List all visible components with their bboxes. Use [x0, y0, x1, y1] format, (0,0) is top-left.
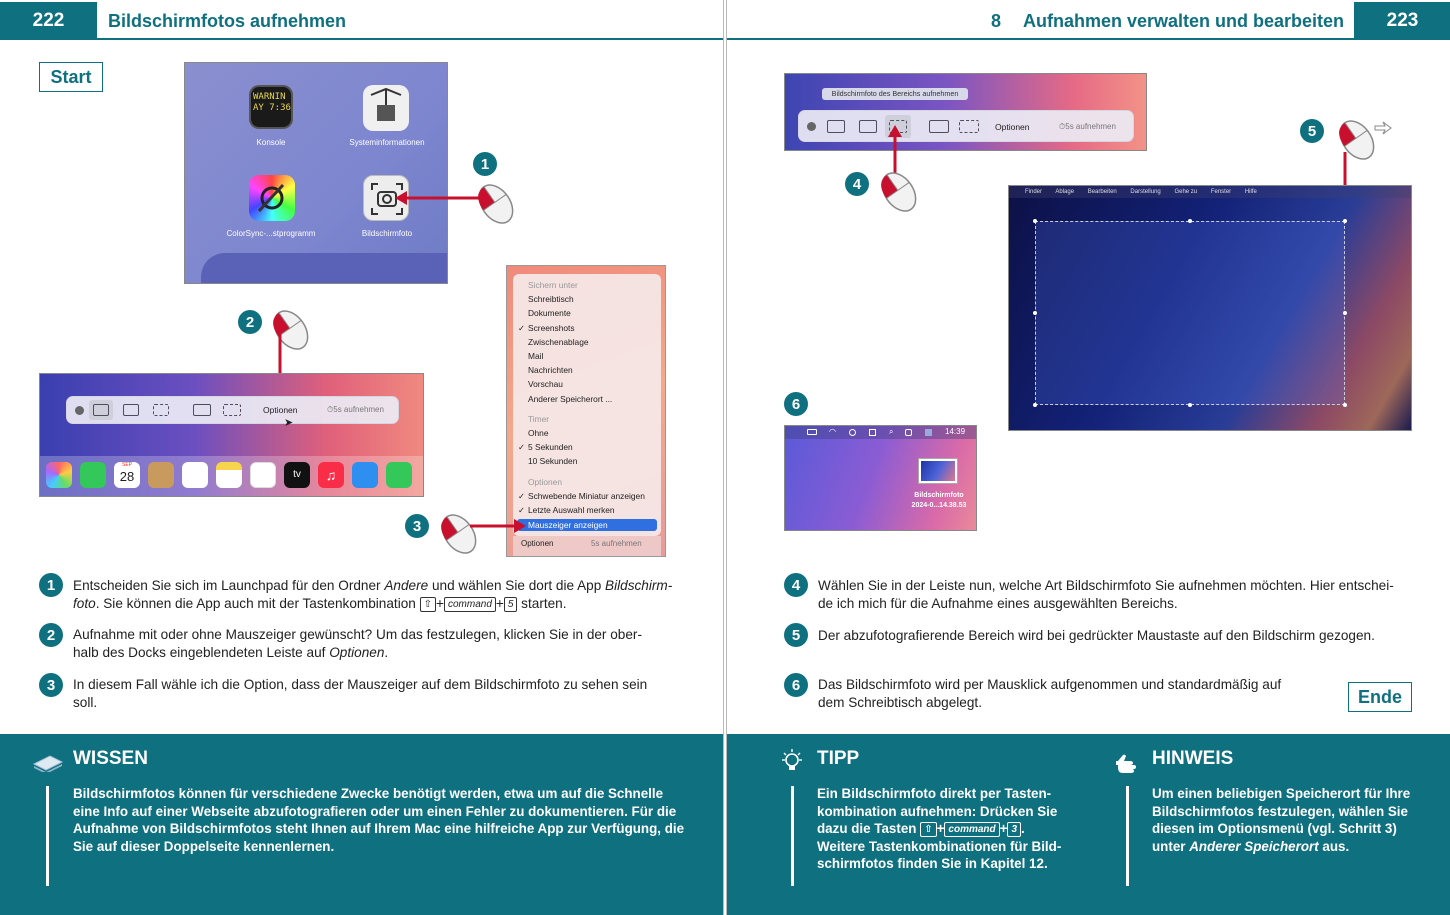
facetime-icon[interactable]	[80, 462, 106, 488]
hinweis-text: Um einen beliebigen Speicherort für Ihre Bildschirmfotos festzulegen, wählen Sie diesen im Optionsmenü (vgl. Schritt 3) unter Anderer Speicherort aus.	[1152, 786, 1411, 854]
step-6-marker: 6	[784, 392, 808, 416]
capture-button[interactable]: ⏱5s aufnehmen	[327, 405, 384, 414]
record-selection-icon[interactable]	[959, 120, 979, 133]
step-2-marker: 2	[238, 310, 262, 334]
book-icon	[32, 752, 64, 772]
options-button[interactable]: Optionen	[263, 405, 298, 415]
menu-item[interactable]: Vorschau	[528, 379, 563, 390]
user-icon	[849, 429, 856, 436]
step-3-marker: 3	[405, 514, 429, 538]
step-6-badge: 6	[784, 673, 808, 697]
record-screen-icon[interactable]	[193, 404, 211, 416]
search-icon: ⌕	[889, 427, 894, 436]
screenshot-toolbar-right	[798, 110, 1134, 142]
menu-item-label: Letzte Auswahl merken	[528, 505, 615, 515]
check-icon: ✓	[518, 505, 526, 515]
music-icon[interactable]: ♫	[318, 462, 344, 488]
systeminformationen-label: Systeminformationen	[349, 138, 425, 147]
menu-item[interactable]: Ohne	[528, 428, 549, 438]
shift-key: ⇧	[420, 597, 436, 612]
step-1-marker: 1	[473, 152, 497, 176]
pointer-arrow-3	[470, 516, 526, 536]
screenshot-toolbar	[66, 396, 399, 424]
freeform-icon[interactable]	[250, 462, 276, 488]
close-icon[interactable]	[807, 122, 816, 131]
options-footer-button[interactable]: Optionen	[521, 539, 554, 548]
end-label: Ende	[1348, 682, 1412, 712]
command-key: command	[444, 597, 496, 612]
reminders-icon[interactable]	[182, 462, 208, 488]
check-icon: ✓	[518, 490, 526, 501]
step-3-badge: 3	[39, 673, 63, 697]
tooltip: Bildschirmfoto des Bereichs aufnehmen	[822, 88, 968, 100]
capture-button[interactable]: ⏱5s aufnehmen	[1059, 122, 1116, 131]
lightbulb-icon	[780, 749, 804, 775]
start-label: Start	[39, 62, 103, 92]
wifi-icon: ◠	[829, 427, 836, 436]
colorsync-label: ColorSync-...stprogramm	[226, 229, 316, 238]
step-5-badge: 5	[784, 623, 808, 647]
desktop-selection-screenshot	[1008, 185, 1412, 431]
page-number-left: 222	[0, 2, 97, 40]
menu-item[interactable]	[517, 491, 657, 501]
konsole-app-icon: WARNIN AY 7:36	[249, 85, 293, 129]
command-key: command	[944, 822, 999, 837]
colorsync-app-icon	[249, 175, 295, 221]
step-1-badge: 1	[39, 573, 63, 597]
cursor-icon: ➤	[284, 417, 294, 429]
check-icon: ✓	[518, 442, 526, 453]
desktop-file-screenshot	[784, 425, 977, 531]
menu-item: Sichern unter	[528, 280, 578, 290]
capture-window-icon[interactable]	[123, 404, 139, 416]
right-page	[726, 0, 1450, 915]
options-menu-screenshot	[506, 265, 666, 557]
left-page	[0, 0, 724, 915]
menu-item[interactable]: 10 Sekunden	[528, 456, 578, 467]
wissen-box	[0, 734, 724, 915]
shift-key: ⇧	[920, 822, 936, 837]
menu-item[interactable]: Nachrichten	[528, 365, 573, 376]
menu-item[interactable]: Zwischenablage	[528, 336, 589, 347]
record-selection-icon[interactable]	[223, 404, 241, 416]
tv-icon[interactable]: tv	[284, 462, 310, 488]
clock-text: 14:39	[945, 427, 966, 436]
file-name: Bildschirmfoto	[914, 492, 964, 499]
selection-toolbar-screenshot	[784, 73, 1147, 151]
right-header	[727, 2, 1450, 40]
file-date: 2024-0...14.38.53	[911, 502, 967, 509]
options-footer-capture[interactable]: 5s aufnehmen	[591, 539, 642, 548]
screen-menubar: Finder Ablage Bearbeiten Darstellung Gehe zu Fenster Hilfe	[1009, 186, 1412, 198]
check-icon: ✓	[518, 322, 526, 333]
step-2-text: Aufnahme mit oder ohne Mauszeiger gewünscht? Um das festzulegen, klicken Sie in der ober- halb des Docks eingeblendeten Leiste auf Optionen.	[73, 627, 642, 660]
keynote-icon[interactable]	[352, 462, 378, 488]
page-title-left: Bildschirmfotos aufnehmen	[108, 10, 347, 31]
mouse-icon-4	[873, 168, 925, 216]
pointing-hand-icon	[1115, 752, 1141, 774]
step-4-marker: 4	[845, 172, 869, 196]
step-4-text: Wählen Sie in der Leiste nun, welche Art Bildschirmfoto Sie aufnehmen möchten. Hier entschei- de ich mich für die Aufnahme eines ausgewählten Bereichs.	[818, 578, 1394, 611]
calendar-icon[interactable]: SEP 28	[114, 462, 140, 488]
step-6-text: Das Bildschirmfoto wird per Mausklick aufgenommen und standardmäßig auf dem Schreibtisch abgelegt.	[818, 677, 1282, 710]
screenshot-file-icon[interactable]	[919, 459, 957, 483]
menu-item[interactable]: Schreibtisch	[528, 294, 574, 305]
contacts-icon[interactable]	[148, 462, 174, 488]
display-icon	[869, 429, 876, 436]
close-icon[interactable]	[75, 406, 84, 415]
page-title-right: Aufnahmen verwalten und bearbeiten	[1023, 10, 1345, 31]
battery-icon	[807, 429, 817, 435]
step-1-text: Entscheiden Sie sich im Launchpad für den Ordner Andere und wählen Sie dort die App Bildschirm- foto. Sie können die App auch mit der Tastenkombination ⇧ + command + 5 starten.	[73, 578, 673, 611]
tipp-text: Ein Bildschirmfoto direkt per Tasten- kombination aufnehmen: Drücken Sie dazu die Tasten ⇧ + command + 3 . Weitere Tastenkombinationen für Bild- schirmfotos finden Sie in Kapitel 12.	[817, 786, 1062, 872]
wissen-title: WISSEN	[73, 748, 148, 769]
menu-item[interactable]	[517, 442, 657, 452]
control-center-icon	[905, 429, 912, 436]
dock	[40, 456, 424, 497]
chapter-number: 8	[991, 10, 1002, 31]
menu-item[interactable]	[517, 323, 657, 333]
konsole-label: Konsole	[256, 138, 286, 147]
mouse-icon-1	[470, 180, 522, 228]
tipp-divider	[791, 786, 794, 886]
hinweis-title: HINWEIS	[1152, 748, 1234, 769]
bildschirmfoto-label: Bildschirmfoto	[361, 229, 413, 238]
launchpad-screenshot	[184, 62, 448, 284]
menu-item-label: 5 Sekunden	[528, 442, 573, 453]
menu-item[interactable]: Anderer Speicherort ...	[528, 393, 613, 404]
three-key: 3	[1007, 822, 1021, 837]
menu-item[interactable]: Dokumente	[528, 308, 571, 319]
capture-screen-icon[interactable]	[827, 120, 845, 133]
wissen-divider	[46, 786, 49, 886]
record-screen-icon[interactable]	[929, 120, 949, 133]
toolbar-dock-screenshot	[39, 373, 424, 497]
wissen-text: Bildschirmfotos können für verschiedene Zwecke benötigt werden, etwa um auf die Schnelle eine Info auf einer Webseite abzufotografieren oder um einen Fehler zu dokumentieren. Für die Aufnahme von Bildschirmfotos steht Ihnen auf Ihrem Mac eine hilfreiche App zur Verfügung, die Sie auf dieser Doppelseite kennenlernen.	[73, 786, 685, 854]
capture-selection-icon[interactable]	[153, 404, 169, 416]
page-number-right: 223	[1354, 2, 1450, 40]
mac-menubar	[785, 426, 977, 439]
photos-icon[interactable]	[46, 462, 72, 488]
options-button[interactable]: Optionen	[995, 122, 1030, 132]
notes-icon[interactable]	[216, 462, 242, 488]
tipp-title: TIPP	[817, 748, 860, 769]
systeminformationen-app-icon	[363, 85, 409, 131]
menu-item-label: Schwebende Miniatur anzeigen	[528, 490, 645, 501]
step-3-text: In diesem Fall wähle ich die Option, dass der Mauszeiger auf dem Bildschirmfoto zu sehen sein soll.	[73, 677, 648, 710]
menu-item-highlighted[interactable]: Mauszeiger anzeigen	[517, 519, 657, 531]
five-key: 5	[504, 597, 518, 612]
capture-window-icon[interactable]	[859, 120, 877, 133]
hinweis-divider	[1126, 786, 1129, 886]
step-2-badge: 2	[39, 623, 63, 647]
menu-item: Timer	[528, 413, 550, 424]
tipp-hinweis-box	[727, 734, 1450, 915]
numbers-icon[interactable]	[386, 462, 412, 488]
step-5-marker: 5	[1300, 119, 1324, 143]
capture-screen-icon[interactable]	[93, 404, 109, 416]
step-4-badge: 4	[784, 573, 808, 597]
menu-item-label: Screenshots	[528, 322, 575, 333]
selection-rectangle[interactable]	[1035, 221, 1345, 405]
left-header	[0, 2, 723, 40]
step-5-text: Der abzufotografierende Bereich wird bei gedrückter Maustaste auf den Bildschirm gezogen.	[818, 628, 1375, 643]
menu-item[interactable]	[517, 505, 657, 515]
menu-item[interactable]: Mail	[528, 351, 544, 361]
siri-icon	[925, 429, 932, 436]
menu-item: Optionen	[528, 476, 562, 487]
